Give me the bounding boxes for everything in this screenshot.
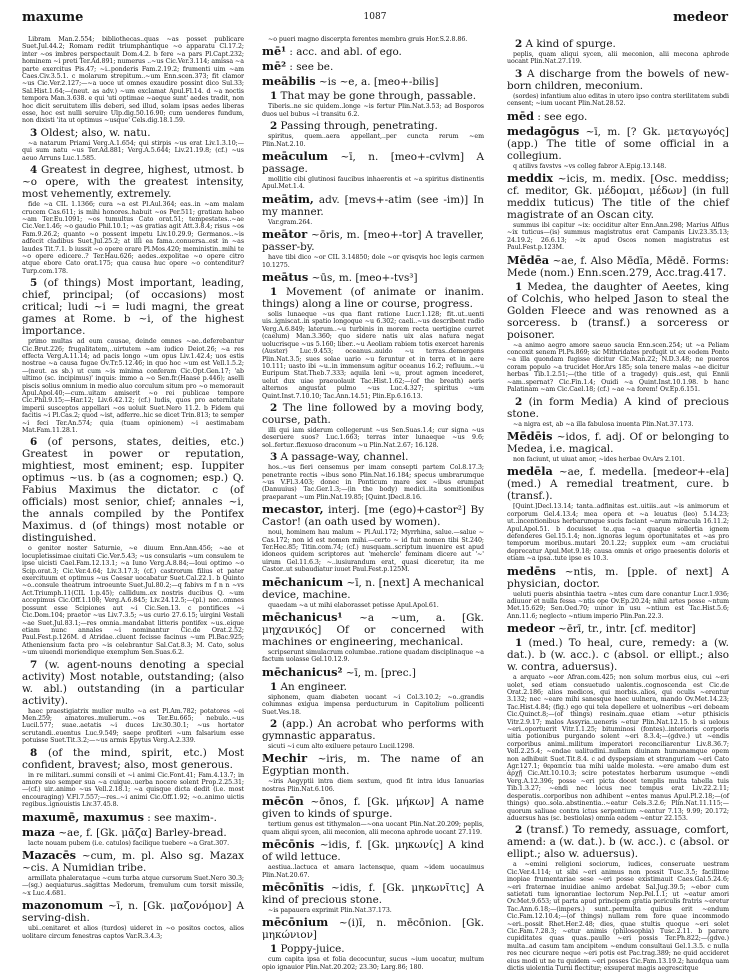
- sense-definition: [22, 747, 244, 771]
- citation-block: tertium genus est tithymalon—~ona uocant Plin.Nat.20.209; peplis, quam aliqui sycen, alii meconion, alii mecona aphrode uocant 27.119.: [262, 821, 484, 836]
- dictionary-entry: [22, 826, 244, 839]
- sense-number: 1: [515, 637, 523, 650]
- dictionary-entry: [507, 125, 729, 162]
- sense-text: (med.) To heal, cure, remedy: a (w. dat.). b (w. acc.). c (absol. or ellipt.; also w. contra, aduersus).: [507, 637, 729, 674]
- sense-definition: [262, 681, 484, 693]
- headword: meātor: [262, 227, 308, 242]
- headword: meāculum: [262, 149, 329, 164]
- sense-number: 2: [515, 395, 523, 408]
- entry-definition: adv. [mevs+-atim (see -im)] In my manner.: [262, 193, 484, 218]
- citation-block: o genitor noster Saturnie, ~e diuum Enn.Ann.456; ~ae et locupletissimae ciuitati Cic.Ver.5.43; ~us consularis ~um consulem te ipse uicisti Cael.Fam.12.13.1; ~a Iuno Verg.A.8.84;—Ioui optimo ~o Scip.orat.3; Cic.Ver.4.64; Liv.3.17.3; (cf.) castrorum filius et pater exercituum et optimus ~us Caesar uocabatur Suet.Cal.22.1. b Quinto ~o..consule theatrum introeunte Suet.Jul.80.2;—q fabivs m f n n ~vs Act.Triumph.11(CIL 1.p.45); callidum..ex nostris ducibus Q. ~um accepimus Cic.Off.1.108; Verg.A.6.845; Liv.24.12.5;—(pl.) nec..omnes possunt esse Scipiones aut ~i Cic.Sen.13. c pontifices ~i Cic.Dom.104; praetor ~us Liv.7.3.5; ~us curio 27.6.15; uirgini Vestali ~ae Suet.Jul.83.1;—res omnia..mandabat litteris pontifex ~us..eique etiam nunc annales ~i nominantur Cic.de Orat.2.52; Paul.Fest.p.126M. d Atridae..cluent fecisse facinus ~um Pl.Bac.925; Atheniensium facta pro ~is celebrantur Sal.Cat.8.3; M. Cato, solus ~um uiuendi moriendique exemplum Sen.Suas.6.2.: [22, 545, 244, 657]
- column-2: [262, 36, 484, 973]
- dictionary-entry: [262, 795, 484, 820]
- citation-block: ~a animo aegro amore saeuo saucia Enn.scen.254; ut ~a Peliam concoxit senem Pl.Ps.869; sic Mithridates profugit ut ex eodem Ponto ~a illa quondam fugisse dicitur Cic.Man.22; N.D.3.48; ne pueros coram populo ~a trucidet Hor.Ars 185; sola tenere malas ~ae dicitur herbas Tib.1.2.51;—(the title of a tragedy) quis..est, qui Ennii ~am..spernat? Cic.Fin.1.4; Ouidi ~a Quint.Inst.10.1.98. b hanc Palatinam ~am Cic.Cael.18; (cf.) ~ae ~a forem! Ov.Ep.6.151.: [507, 341, 729, 394]
- citation-block: sicuti ~i cum alto exiluere petauro Lucil.1298.: [268, 743, 415, 751]
- page-number: 1087: [363, 12, 387, 22]
- headword: meātus: [262, 270, 309, 285]
- headword: mecastor,: [262, 502, 324, 517]
- dictionary-entry: [262, 503, 484, 528]
- dictionary-entry: [262, 838, 484, 863]
- entry-definition: ~ī, n. [meo+-cvlvm] A passage.: [262, 151, 484, 176]
- entry-definition: ~ūs, m. [meo+-tvs³]: [311, 272, 418, 285]
- entry-definition: : see be.: [289, 61, 334, 74]
- sense-text: Poppy-juice.: [280, 943, 345, 956]
- sense-text: Passing through, penetrating.: [280, 120, 438, 133]
- entry-definition: ~ōris, m. [meo+-tor] A traveller, passer-by.: [262, 229, 484, 254]
- headword: Mēdēis: [507, 428, 553, 443]
- headword: mēcōnium: [262, 915, 329, 930]
- sense-number: 2: [515, 824, 523, 837]
- citation-block: aestiua..lactuca et amara lactensque, quam ~idem uocauimus Plin.Nat.20.67.: [262, 864, 484, 879]
- citation-block: a arquato ~eor Afran.com.425; non solum morbus eius, cui ~eri uolet, sed etiam consuetudo ualentis..cognoscenda est Cic.de Orat.2.186; alios medicos, qui morbis..alios, qui oculis ~erentur 3.132; nec ~eare mihi sanesque haec uulnera, mando Ov.Met.14.23; Tac.Hist.4.84; (fig.) ego qui tela depellere et uolneribus ~eri debeam Cic.Quinct.8;—(of things) resinam..quae etiam ~etur pthisicis Vitr.2.9.17; malos Assyria..ueneris ~etur Plin.Nat.12.15. b si uelous ~eri..oportuerit Vitr.1.1.25; bituminosi (fontes)..interioris corporis uitia potionibus purgando solent ~eri 8.3.4;—(gdve.) ut ~endis corporibus animi..militum imperatori reconciliarentur Liv.8.36.7; Vell.2.25.4; ~endae ualitudini..nullam diuinam humanamque opem non adhibuit Suet.Tit.8.4. c ad dyspepsiam et stranguriam ~eri Cato Agr.127.1; θεραπεία tua mihi ualde molesta. ~ere amabo dum est ἀρχῇ Cic.Att.10.10.3; scire potestates herbarum usumque ~endi Verg.A.12.396; posse ~eri picta docet templis multa tabella tuis Tib.1.3.27; ~endi nec locus nec tempus erat Liv.22.2.11; desperatis..corporibus non adhibent ~entes manus Apul.Pl.2.18;—(of things) quo..sola..abstinentia..~eatur Cels.3.2.6; Plin.Nat.11.115;—quorum saliuae contra ictus serpentium ~eantur 7.13; 9.99; 20.172; aduersus has (sc. bestiolas) omnia eadem ~entur 22.153.: [507, 674, 729, 822]
- headword: medēla: [507, 464, 553, 479]
- sense-number: 2: [515, 38, 523, 50]
- sense-definition: [262, 943, 484, 955]
- sense-text: Greatest in degree, highest, utmost. b ~o opere, with the greatest intensity, most vehemently, extremely.: [22, 164, 244, 201]
- entry-definition: ~ī, m. [prec.]: [345, 666, 416, 679]
- sense-definition: [507, 281, 729, 341]
- citation-block: illi qui iam siderum collegerunt ~us Sen.Suas.1.4; cur signa ~us deseruere suos? Luc.1.663; terras inter lunaeque ~us 9.6; sol..fertur..flexuoso draconum ~u Plin.Nat.2.67; 16.128.: [262, 426, 484, 449]
- sense-definition: [507, 396, 729, 420]
- citation-block: primo multas ad eum causae, deinde omnes ~ae..deferebantur Cic.Brut.226; frugalitatem,..uirtutem ~am iudico Deiot.26; ~a res effecta Verg.A.11.14; ad pacis longo ~um opus Liv.1.42.4; uos estis nostrae ~a causa fugae Ov.Tr.5.12.46; in quo hoc ~um est Vell.1.5.2;—(neut. as sb.) ut cum ~is minima conferam Cic.Opt.Gen.17; 'ab ultimo (sc. incipimus)' inquis: immo a ~o Sen.fr.(Haase p.446); aselli piscis solius omnium in medio aluo corculum situm pro ~o memorauit Apul.Apol.40;—cum..uitam amiserit ~o rei publicae tempore Cic.Phil.9.15;—Har.12; Liv.6.42.12; (cf.) ludis, quos pro aeternitate imperii susceptos appellari ~os uoluit Suet.Nero 11.2. b Fidem qui facitis ~i Pl.Cas.2; quod ~ist, adferre..hic se dicet Trin.813; te semper ~i feci Ter.An.574; quia (tuam opinionem) ~i aestimabam Mat.Fam.11.28.1.: [22, 338, 244, 435]
- sense-definition: [22, 164, 244, 200]
- citation-block: ubi..cenitaret et alios (turdos) uideret in ~o positos coctos, alios uolitare circum fenestras captos Var.R.3.4.3;: [22, 925, 244, 940]
- dictionary-entry: [262, 228, 484, 253]
- sense-number: 1: [270, 943, 278, 956]
- headword: Mazacēs: [22, 848, 76, 862]
- headword: maza: [22, 824, 56, 839]
- entry-definition: : see ego.: [537, 110, 588, 123]
- headword: mēd: [507, 108, 535, 123]
- dictionary-entry: [507, 565, 729, 590]
- sense-text: (app.) An acrobat who performs with gymnastic apparatus.: [262, 718, 484, 743]
- dictionary-entry: [262, 193, 484, 218]
- citation-block: a ~emini religioni sociorum, iudices, conseruate uestram Cic.Ver.4.114; ut sibi ~eri animus non possit Tusc.3.5; facillime inopiae frumentariae sese ~eri posse existimauit Caes.Gal.5.24.6; ~eri fraternae inuidiae animo ardebat Sal.Jug.39.5; ~ebor cum satietati tum ignorantiae lectorum Nep.Pel.1.1; ut ~eatur amori Ov.Met.9.653; ut parta apud principem gratia periculis fratris ~eretur Tac.Ann.6.18;—(impers.) sunt..permulta quibus erit ~endum Cic.Fam.12.10.4;—(of things) nullam rem fore quae incommodo ~eri..possit Rhet.Her.2.48; dies, quae stultis quoque ~eri solet Cic.Fam.7.28.3; ~etur animis (philosophia) Tusc.2.11. b parare cupiditates quas quas..paullo ~eri possis Ter.Ph.822;—(gdve.) multa..ad casum tam ancipitem ~endum consultaui Gel.1.3.5. c nulla res nec cicurare neque ~eri potis est Pac.trag.389; ne quid accideret eius modi ut ne tu quidem ~eri posses Cic.Fam.13.19.2; haudqua uam dictis uiolentia Turni flectitur; exsuperat magis aegrescitque: [507, 861, 729, 972]
- dictionary-entry: [262, 45, 484, 58]
- sense-text: A passage-way, channel.: [280, 451, 409, 464]
- headword: mēchanicum: [262, 574, 344, 589]
- entry-definition: ~cum, m. pl. Also sg. Mazax ~cis. A Numidian tribe.: [22, 850, 244, 874]
- headword: mēcōnītis: [262, 879, 324, 894]
- entry-definition: ~idis, f. [Gk. μηκωνῖτις] A kind of precious stone.: [262, 881, 484, 906]
- sense-definition: [262, 90, 484, 102]
- headword: meābilis: [262, 74, 316, 89]
- citation-block: peplis, quam aliqui sycen, alii meconion, alii mecona aphrode uocant Plin.Nat.27.119.: [507, 51, 729, 66]
- sense-number: 2: [270, 120, 278, 133]
- sense-text: An engineer.: [280, 680, 347, 693]
- entry-definition: ~ērī, tr., intr. [cf. meditor]: [558, 623, 696, 636]
- sense-definition: [507, 38, 729, 50]
- headword: medēns: [507, 563, 556, 578]
- dictionary-entry: [507, 430, 729, 455]
- entry-definition: ~idis, f. [Gk. μηκωνίς] A kind of wild lettuce.: [262, 839, 485, 864]
- citation-block: summus ibi capitur ~ix: occiditur alter Enn.Ann.298; Marius Alfius ~ix tuticus—(is) summus magistratus erat Campanis Liv.23.35.13; 24.19.2; 26.6.13; ~ix apud Oscos nomen magistratus est Paul.Fest.p.123M.: [507, 222, 729, 252]
- citation-block: lacte nouam pubem (i.e. catulos) facilique tuebere ~a Grat.307.: [28, 839, 230, 847]
- citation-block: haec praestigiatrix mulier multo ~a est Pl.Am.782; potatores ~ei Men.259; amatores..mulierum..~os Ter.Eu.665; nebulo..~us Lucil.577; suae..aetatis ~i duces Liv.30.30.1; ~us hortator scrutandi..euentus Luc.9.549; saepe profiteri ~um falsarium esse potuisse Suet.Tit.3.2;—~us armis Epytus Verg.A.2.339.: [22, 707, 244, 745]
- entry-definition: ~ōnos, f. [Gk. μήκων] A name given to kinds of spurge.: [262, 796, 485, 821]
- headword: mēcōnis: [262, 837, 315, 852]
- dictionary-entry: [262, 150, 484, 175]
- entry-definition: ~ī, n. [next] A mechanical device, machine.: [262, 576, 484, 601]
- dictionary-entry: [262, 916, 484, 941]
- sense-number: 7: [30, 658, 38, 671]
- dictionary-entry: [262, 666, 484, 679]
- sense-definition: [262, 718, 484, 742]
- sense-definition: [262, 402, 484, 426]
- sense-number: 2: [270, 718, 278, 731]
- entry-definition: : see maxim-.: [147, 811, 217, 824]
- sense-definition: [22, 659, 244, 707]
- citation-block: hos..~us fieri censemus per imam consepti partem Col.8.17.3; penetrante rectis ~ibus sono Plin.Nat.16.184; specus umbrarumque ~us V.Fl.3.403; donec in Ponticum mare sex ~ibus erumpat (Danuuius) Tac.Ger.1.3;—(in the body) medici..ita somitionibus praeparant ~um Plin.Nat.19.85; [Quint.]Decl.8.16.: [262, 464, 484, 501]
- citation-block: solis lunaeque ~us qua fiant ratione Lucr.1.128; fit..ut..uenti uis..igniscat..in spatio longoque ~u 6.302; caeli..~us describent radio Verg.A.6.849; laterum..~u turbinis in morem recta uertigine curret (caelum) Man.3.360; quo sidere natis uix alas natura negat uolucrisque ~us 5.160; liber..~u Aeoliam rabiem totis exercet harenis (Auster) Luc.9.453; oceanus..auido ~u terras..demergens Plin.Nat.3.5; sues solae uario ~u feruntur et in terra et in aere 10.111; uasto ibi ~u..in immensum agitur oceanus 16.2; refluum..~u Euripum Stat.Theb.7.333; aquila leni ~u, prout agmen incederet, uelut dux uiae praeuolauit Tac.Hist.1.62;—(of the breath) aeris alternos angustat pulmo ~us Luc.4.327; spiritus ~um Quint.Inst.7.10.10; Tac.Ann.14.51; Plin.Ep.6.16.13.: [262, 311, 484, 400]
- headword: meātim,: [262, 191, 314, 206]
- sense-definition: [507, 68, 729, 92]
- sense-text: A discharge from the bowels of new-born children, meconium.: [507, 67, 729, 92]
- sense-definition: [22, 127, 244, 139]
- citation-block: scripserunt simulacrum columbae..ratione quadam disciplinaque ~a factum uolasse Gel.10.12.9.: [262, 649, 484, 664]
- headword: mē¹: [262, 44, 287, 59]
- sense-number: 1: [270, 680, 278, 693]
- sense-number: 2: [270, 401, 278, 414]
- sense-definition: [262, 120, 484, 132]
- sense-text: (of persons, states, deities, etc.) Greatest in power or reputation, mightiest, most eminent; esp. Iuppiter optimus ~us. b (as a cognomen; esp.) Q. Fabius Maximus the dictator. c (of officials) most senior, chief; annales ~i, the annals compiled by the Pontifex Maximus. d (of things) most notable or distinguished.: [22, 436, 244, 545]
- dictionary-entry: [507, 465, 729, 502]
- citation-block: q atilivs favstvs ~vs colleg fabror A.Epig.13.148.: [513, 162, 667, 170]
- dictionary-entry: [262, 60, 484, 73]
- sense-number: 3: [270, 451, 278, 464]
- sense-number: 1: [515, 280, 523, 293]
- sense-number: 1: [270, 90, 278, 103]
- entry-definition: ~ī, n. [Gk. μαζονόμον] A serving-dish.: [22, 900, 244, 925]
- entry-definition: : acc. and abl. of ego.: [289, 46, 402, 59]
- citation-block: mollitie cibi glutinosi faucibus inhaerentis et ~a spiritus distinentis Apul.Met.1.4.: [262, 176, 484, 191]
- dictionary-entry: [262, 75, 484, 88]
- citation-block: Var.gram.264.: [268, 218, 313, 226]
- citation-block: Tiberis..ne sic quidem..longe ~is fertur Plin.Nat.3.53; ad Bosporos duos uel bubus ~i transitu 6.2.: [262, 103, 484, 118]
- headword: mē²: [262, 59, 287, 74]
- entry-definition: ~ntis, m. [pple. of next] A physician, doctor.: [507, 565, 729, 590]
- sense-number: 3: [30, 126, 38, 139]
- column-3: [507, 36, 729, 974]
- entry-definition: interj. [me (ego)+castor²] By Castor! (an oath used by women).: [262, 504, 484, 529]
- dictionary-entry: [22, 849, 244, 874]
- citation-block: in re militari..summi consili et ~i animi Cic.Font.41; Fam.4.13.7; in amore suo semper sua ~a cuique..uerba nocere solent Prop.2.25.31;—(cf.) uir..animo ~us Vell.2.18.1; ~a quisque dicta dedit (i.e. most encouraging) V.Fl.7.557;—res..~i animi Cic.Off.1.92; ~o..animo uictis regibus..ignouistis Liv.37.45.8.: [22, 771, 244, 809]
- citation-block: ~a natarum Priami Verg.A.1.654; qui stirpis ~us erat Liv.1.3.10;—qui sum natu ~us Ter.Ad.881; Verg.A.5.644; Liv.21.19.8; (cf.) ~us aeuo Arruns Luc.1.585.: [22, 139, 244, 162]
- citation-block: noui, hominem hau malum ~ Pl.Aul.172; Myrrhina, salue.—salue ~ Cas.172; non id est nomen mihi.—certo ~ id fuit nomen tibi St.240; Ter.Hec.85; Titin.com.74; (cf.) nusquam..scriptum inuenire est apud idoneos quidem scriptores aut 'mehercle' feminam dicere aut '~' uirum Gel.11.6.3; ~..iusiurandum erat, quasi diceretur, ita me Castor..ut subaudiatur iuuet Paul.Fest.p.125M.: [262, 529, 484, 574]
- entry-definition: ~(i)ī, n. mēcōnion. [Gk. μηκώνιον]: [262, 917, 484, 942]
- column-1: [22, 36, 244, 942]
- headword: medagōgus: [507, 123, 580, 138]
- sense-text: The line followed by a moving body, course, path.: [262, 401, 484, 426]
- headword: mēchanicus²: [262, 664, 343, 679]
- entry-definition: ~idos, f. adj. Of or belonging to Medea, i.e. magical.: [507, 430, 729, 455]
- headword: meddix: [507, 171, 553, 186]
- dictionary-entry: [262, 271, 484, 284]
- headword: Mechir: [262, 751, 308, 766]
- sense-text: (of the mind, spirit, etc.) Most confident, bravest; also, most generous.: [22, 746, 244, 771]
- citation-block: armillata phalerataque ~cum turba atque cursorum Suet.Nero 30.3;—(sg.) aequaturus..sagittas Medorum, tremulum cum torsit missile, ~x Luc.4.681.: [22, 875, 244, 897]
- headword: mēchanicus¹: [262, 610, 343, 625]
- sense-text: (of things) Most important, leading, chief, principal; (of occasions) most critical; ludi ~i = ludi magni, the great games at Rome. b ~i, of the highest importance.: [22, 277, 244, 338]
- sense-number: 1: [270, 286, 278, 299]
- entry-definition: ~ī, m. [? Gk. μεταγωγός] (app.) The title of some official in a collegium.: [507, 125, 729, 162]
- sense-number: 6: [30, 436, 38, 449]
- sense-definition: [507, 637, 729, 673]
- entry-definition: ~ae, f. Also Mēdīa, Mēdē. Forms: Mede (nom.) Enn.scen.279, Acc.trag.417.: [507, 254, 730, 279]
- entry-definition: ~is ~e, a. [meo+-bilis]: [318, 76, 439, 89]
- sense-number: 8: [30, 746, 38, 759]
- sense-definition: [22, 436, 244, 544]
- sense-number: 4: [30, 164, 38, 177]
- sense-text: (in form Media) A kind of precious stone.: [507, 395, 729, 420]
- sense-number: 3: [515, 67, 523, 80]
- entry-definition: ~ae, f. medella. [medeor+-ela] (med.) A remedial treatment, cure. b (transf.).: [507, 466, 729, 503]
- sense-number: 5: [30, 277, 38, 290]
- headword: maxumē, maxumus: [22, 809, 144, 824]
- headword: medeor: [507, 621, 555, 636]
- dictionary-entry: [507, 622, 729, 635]
- sense-text: That may be gone through, passable.: [280, 90, 477, 103]
- sense-definition: [262, 451, 484, 463]
- dictionary-entry: [507, 110, 729, 123]
- citation-block: ~is papauera exprimit Plin.Nat.37.173.: [268, 906, 392, 914]
- sense-definition: [262, 286, 484, 310]
- sense-text: Medea, the daughter of Aeetes, king of Colchis, who helped Jason to steal the Golden Fleece and was renowned as a sorceress. b (transf.) a sorceress or poisoner.: [507, 280, 729, 341]
- citation-block: ~iris Aegyptii intra diem sextum, quod fit intra idus Ianuarias nostras Plin.Nat.6.106.: [262, 778, 484, 793]
- dictionary-entry: [22, 811, 244, 824]
- citation-block: non faciunt, ut uiuat amor, ~ides herbae Ov.Ars 2.101.: [513, 455, 685, 463]
- dictionary-entry: [262, 752, 484, 777]
- dictionary-entry: [507, 172, 729, 221]
- sense-definition: [22, 277, 244, 337]
- right-guide-word: medeor: [673, 10, 728, 25]
- sense-definition: [507, 824, 729, 860]
- citation-block: quaedam ~a ut mihi elaborasset petisse Apul.Apol.61.: [268, 601, 439, 609]
- running-header: [22, 8, 728, 28]
- citation-block: ~o pueri magno discerpta ferentes membra gruis Hor.S.2.8.86.: [268, 36, 468, 43]
- citation-block: cum capita ipsa et folia decocuntur, sucus ~ium uocatur, multum opio ignauior Plin.Nat.20.202; 23.30; Larg.86; 180.: [262, 956, 484, 971]
- sense-text: Movement (of animate or inanim. things) along a line or course, progress.: [262, 286, 484, 311]
- dictionary-entry: [262, 611, 484, 648]
- citation-block: (sordes) infantium aluo editas in utero ipso contra sterilitatem subdi censent; ~ium uocant Plin.Nat.28.52.: [507, 92, 729, 108]
- dictionary-entry: [507, 254, 729, 279]
- citation-block: ueluti pueris absinthia taetra ~ntes cum dare conantur Lucr.1.936; adiuuor et nulla fessa ~ntis ope Ov.Ep.20.24; nihil artes posse ~ntum Met.15.629; Sen.Oed.70; uunor in usu ~ntium est Tac.Hist.5.6; Ann.11.6; neglecto ~ntium imperio Plin.Pan.22.3.: [507, 590, 729, 620]
- left-guide-word: maxume: [22, 10, 84, 25]
- sense-text: (w. agent-nouns denoting a special activity) Most notable, outstanding; (also w. abl.) outstanding (in a particular activity).: [22, 658, 244, 707]
- citation-block: Libram Man.2.554; bibliothecas..quas ~as posset publicare Suet.Jul.44.2; Romam rediit triumphantique ~o apparatu Cl.17.2; inter ~os imbres perspectauit Dom.4.2. b fere ~a pars Pl.Capt.232; hominem ~i preti Ter.Ad.891; numerus ..~us Cic.Ver.3.114; amissa ~a parte exercitus Pis.47; ~i..ponderis Fam.2.19.2; frumenti uim ~am Caes.Civ.3.5.1. c molarum strepitum..~um Enn.scen.373; fit clamor ~us Cic.Ver.2.127;—~a uoce ut omnes exaudire possint dico Sul.33; Sal.Hist.1.64;—(neut. as adv.) ~um exclamat Apul.Fl.14. d ~a noctis tempora Man.3.638. e qui 'uti optimae ~aeque sunt' aedes tradit, non hoc dicit seruitutem illis deberi, sed illud, solam ipsas aedes liberas esse, hoc est nulli seruire Ulp.dig.50.16.90; cum uenderes fundum, non dixisti 'ita ut optimus ~usque' Cels.dig.18.1.59.: [22, 36, 244, 125]
- citation-block: fide ~a CIL 1.1366; cura ~a est Pl.Aul.364; eas..in ~am malam crucem Cas.611; is mihi honores..habuit ~os Per.511; gratiam habeo ~am Ter.Eu.1091; ~os tumultus Cato orat.51; tempestates..~ae Cic.Ver.1.46; ~o gaudio Phil.10.1; ~as gratias agit Att.3.8.4; risus ~os Fam.9.26.2; quanto ~o possent impetu Liv.10.29.9; Germanos..~is adfecit cladibus Suet.Jul.25.2; at illi ea fama..conuersa..est in ~as laudes Tit.7.1. b iussit ~o opere orare Pl.Mos.420; meministin..mihi te ~o opere edicere..? Ter.Hau.626; aedes..expolitae ~o opere citro atque ebore Cato orat.175; qua causa huc opere ~o contenditur? Turp.com.178.: [22, 201, 244, 275]
- dictionary-entry: [262, 576, 484, 601]
- sense-text: Oldest; also, w. natu.: [40, 126, 151, 139]
- entry-definition: ~icis, m. medix. [Osc. meddiss; cf. meditor, Gk. μέδομαι, μέδων] (in full meddix tuticus) The title of the chief magistrate of an Oscan city.: [507, 173, 729, 222]
- citation-block: spiritus, quem..aera appellant,..per cuncta rerum ~em Plin.Nat.2.10.: [262, 133, 484, 148]
- headword: mēcōn: [262, 794, 304, 809]
- citation-block: siphonem, quam diabeten uocant ~i Col.3.10.2; ~o..grandis columnas exigua impensa perducturum in Capitolium pollicenti Suet.Ves.18.: [262, 693, 484, 716]
- dictionary-entry: [22, 899, 244, 924]
- headword: Mēdēa: [507, 252, 550, 267]
- sense-text: A kind of spurge.: [525, 38, 616, 50]
- headword: mazonomum: [22, 898, 104, 913]
- citation-block: ~a nigra est, ab ~a illa fabulosa inuenta Plin.Nat.37.173.: [513, 420, 694, 428]
- citation-block: [Quint.]Decl.13.14; tanta..adfinitas est..uitiis..aut ~is animorum et corporum Gel.4.13.4; mea opera et ~a leuatus (leo) 5.14.23; ut..incentionibus herbarumque sucis faciant ~arum miracula 16.11.2; Apul.Apol.51. b docuisset te..qua ~a quaque sollertia ignem defenderes Gel.15.1.4; non..ignoras legum oportunitates et ~as pro temporum moribus..mutari 20.1.22; supplex eum ~am cruciatui deprecatur Apul.Met.9.18; causa omnis et origo praesentis doloris et etiam ~a ipsa..tute ipse es 10.3.: [507, 503, 729, 563]
- entry-definition: ~iris, m. The name of an Egyptian month.: [262, 753, 484, 778]
- entry-definition: ~ae, f. [Gk. μᾶζα] Barley-bread.: [58, 826, 227, 839]
- dictionary-entry: [262, 881, 484, 906]
- entry-definition: ~a ~um, a. [Gk. μηχανικός] Of or concerned with machines or engineering, mechanical.: [262, 612, 484, 649]
- citation-block: have tibi dico ~or CIL 3.14850; dole ~or qvisqvis hoc legis carmen 10.1275.: [262, 254, 484, 269]
- sense-text: (transf.) To remedy, assuage, comfort, amend: a (w. dat.). b (w. acc.). c (absol. or ellipt.; also w. aduersus).: [507, 824, 729, 861]
